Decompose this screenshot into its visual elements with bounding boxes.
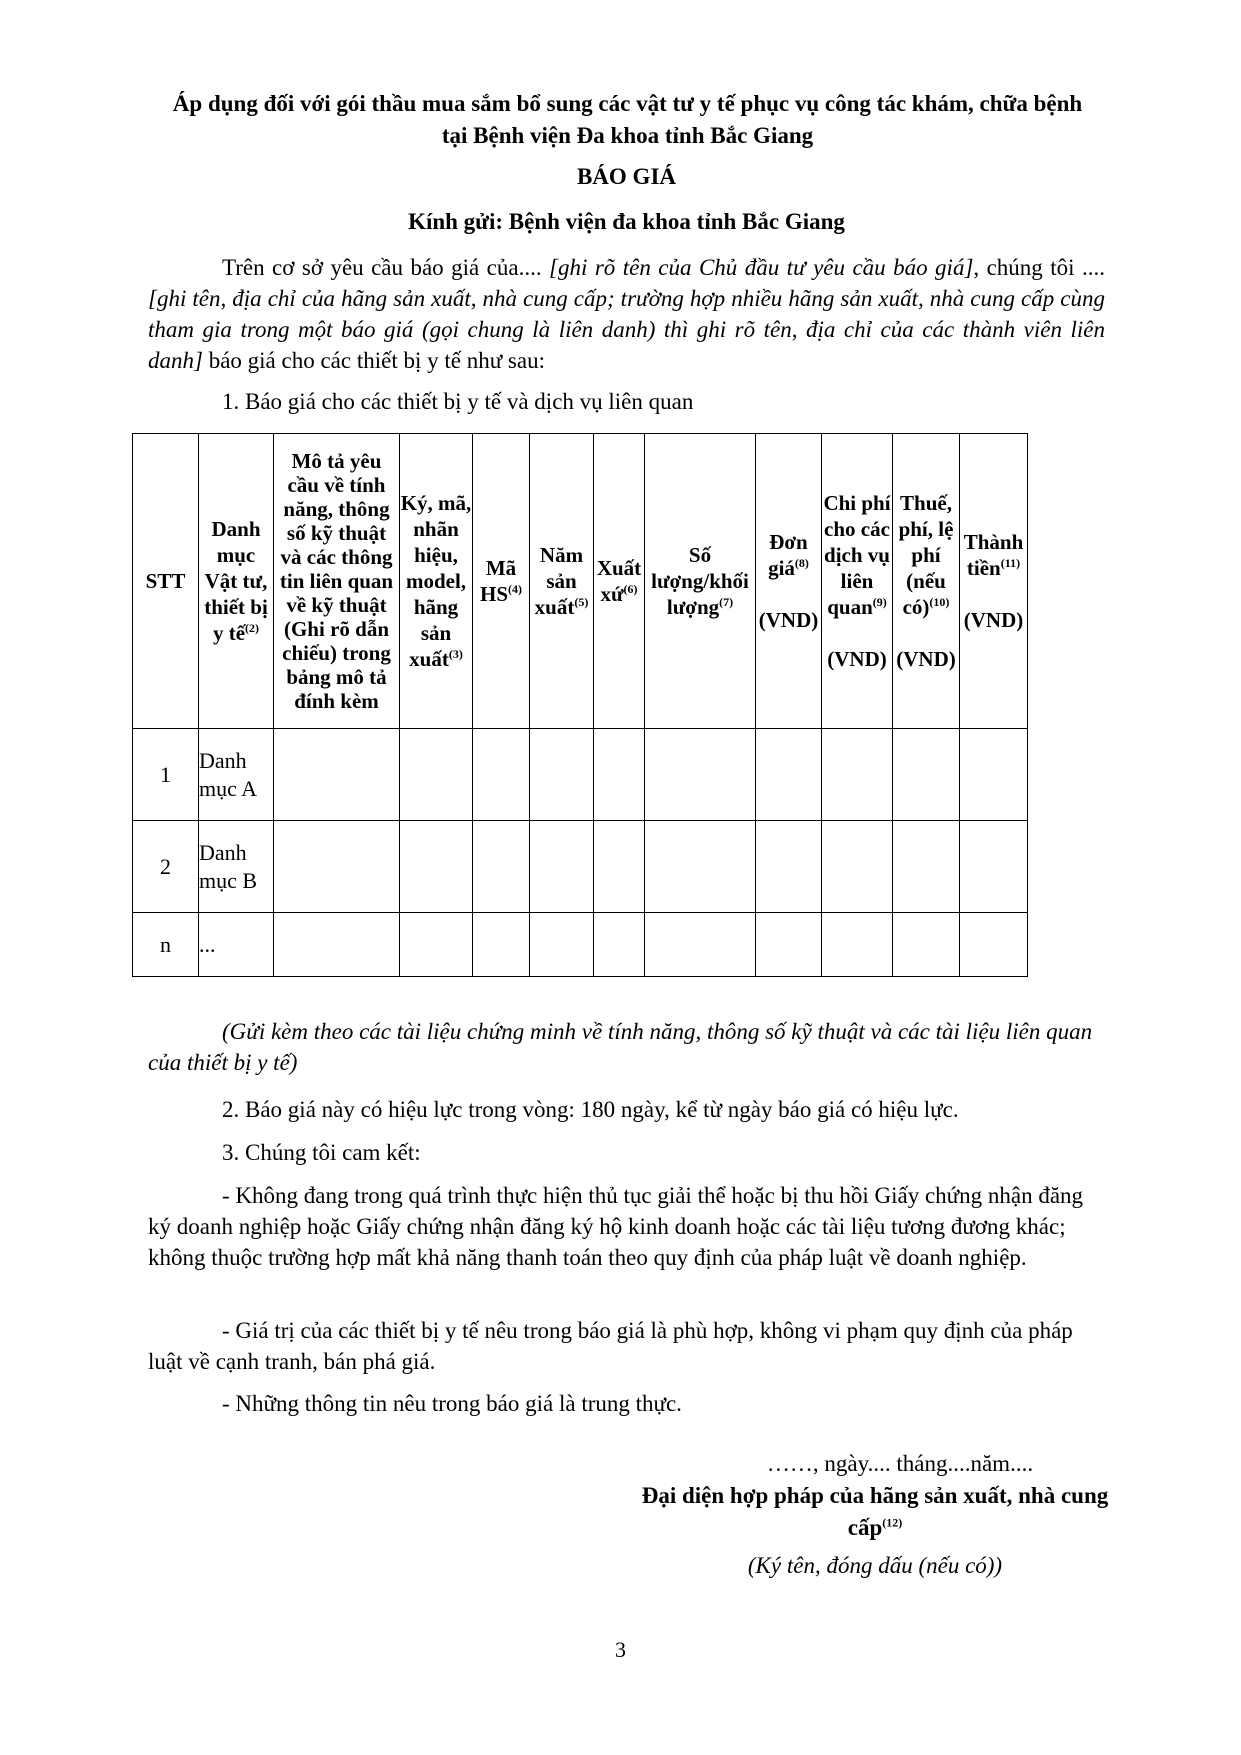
page-number: 3 (615, 1637, 626, 1662)
row-stt: 2 (133, 821, 199, 913)
attachment-note: (Gửi kèm theo các tài liệu chứng minh về tính năng, thông số kỹ thuật và các tài liệu liên quan của thiết bị y tế) (148, 1019, 1093, 1075)
table-header-row (133, 434, 1028, 729)
empty-cell (274, 913, 400, 977)
empty-cell (473, 729, 530, 821)
row-stt: n (133, 913, 199, 977)
header-mo-ta: Mô tả yêu cầu về tính năng, thông số kỹ thuật và các thông tin liên quan về kỹ thuật (Ghi rõ dẫn chiếu) trong bảng mô tả đính kèm (274, 434, 400, 729)
empty-cell (960, 913, 1028, 977)
empty-cell (822, 821, 893, 913)
header-chi-phi: Chi phí cho các dịch vụ liên quan$^{(9)}$ (VND) (822, 434, 893, 729)
empty-cell (473, 821, 530, 913)
empty-cell (960, 821, 1028, 913)
empty-cell (822, 913, 893, 977)
signature-title: Đại diện hợp pháp của hãng sản xuất, nhà cung cấp$^{(12)}$ (641, 1483, 1109, 1540)
header-don-gia: Đơn giá$^{(8)}$ (VND) (756, 434, 822, 729)
empty-cell (400, 729, 473, 821)
commitment-item-2: - Giá trị của các thiết bị y tế nêu trong báo giá là phù hợp, không vi phạm quy định của pháp luật về cạnh tranh, bán phá giá. (148, 1318, 1073, 1374)
empty-cell (530, 913, 594, 977)
document-intro-title: Áp dụng đối với gói thầu mua sắm bổ sung các vật tư y tế phục vụ công tác khám, chữa bệnh tại Bệnh viện Đa khoa tỉnh Bắc Giang (172, 91, 1083, 148)
signature-date-line: ……, ngày.... tháng....năm.... (766, 1451, 1034, 1476)
empty-cell (960, 729, 1028, 821)
header-thue: Thuế, phí, lệ phí (nếu có)$^{(10)}$ (VND) (893, 434, 960, 729)
commitment-item-1: - Không đang trong quá trình thực hiện thủ tục giải thể hoặc bị thu hồi Giấy chứng nhận đăng ký doanh nghiệp hoặc Giấy chứng nhận đăng ký hộ kinh doanh hoặc các tài liệu tương đương khác; không thuộc trường hợp mất khả năng thanh toán theo quy định của pháp luật về doanh nghiệp. (148, 1183, 1084, 1270)
table-row (133, 913, 1028, 977)
intro-placeholder-investor: [ghi rõ tên của Chủ đầu tư yêu cầu báo giá] (549, 255, 974, 280)
row-stt: 1 (133, 729, 199, 821)
empty-cell (756, 821, 822, 913)
header-nam-san-xuat: Năm sản xuất$^{(5)}$ (530, 434, 594, 729)
empty-cell (473, 913, 530, 977)
empty-cell (893, 821, 960, 913)
intro-paragraph (148, 252, 1105, 376)
table-row (133, 821, 1028, 913)
empty-cell (893, 913, 960, 977)
validity-statement: 2. Báo giá này có hiệu lực trong vòng: 180 ngày, kể từ ngày báo giá có hiệu lực. (222, 1097, 959, 1122)
empty-cell (756, 913, 822, 977)
empty-cell (594, 729, 645, 821)
commitment-item-3: - Những thông tin nêu trong báo giá là trung thực. (222, 1391, 682, 1416)
empty-cell (594, 821, 645, 913)
table-row (133, 729, 1028, 821)
header-ky-ma: Ký, mã, nhãn hiệu, model, hãng sản xuất$^{(3)}$ (400, 434, 473, 729)
intro-text-3: báo giá cho các thiết bị y tế như sau: (202, 348, 545, 373)
empty-cell (274, 729, 400, 821)
row-item-name: ... (199, 913, 274, 977)
empty-cell (400, 821, 473, 913)
empty-cell (756, 729, 822, 821)
empty-cell (594, 913, 645, 977)
header-ma-hs: Mã HS$^{(4)}$ (473, 434, 530, 729)
empty-cell (645, 821, 756, 913)
header-so-luong: Số lượng/khối lượng$^{(7)}$ (645, 434, 756, 729)
header-xuat-xu: Xuất xứ$^{(6)}$ (594, 434, 645, 729)
commitment-heading: 3. Chúng tôi cam kết: (222, 1140, 421, 1165)
empty-cell (530, 729, 594, 821)
signature-note: (Ký tên, đóng dấu (nếu có)) (747, 1553, 1003, 1578)
quote-table (132, 433, 1028, 977)
empty-cell (645, 913, 756, 977)
empty-cell (274, 821, 400, 913)
empty-cell (645, 729, 756, 821)
empty-cell (822, 729, 893, 821)
empty-cell (530, 821, 594, 913)
header-stt: STT (133, 434, 199, 729)
quote-title: BÁO GIÁ (576, 164, 677, 189)
row-item-name: Danh mục A (199, 729, 274, 821)
empty-cell (400, 913, 473, 977)
intro-placeholder-supplier: [ghi tên, địa chỉ của hãng sản xuất, nhà cung cấp; trường hợp nhiều hãng sản xuất, nhà cung cấp cùng tham gia trong một báo giá (gọi chung là liên danh) thì ghi rõ tên, địa chỉ của các thành viên liên danh] (148, 286, 1105, 373)
section-1-heading: 1. Báo giá cho các thiết bị y tế và dịch vụ liên quan (222, 389, 694, 414)
header-thanh-tien: Thành tiền$^{(11)}$ (VND) (960, 434, 1028, 729)
intro-text-2: , chúng tôi .... (973, 255, 1105, 280)
empty-cell (893, 729, 960, 821)
intro-text-1: Trên cơ sở yêu cầu báo giá của.... (222, 255, 550, 280)
row-item-name: Danh mục B (199, 821, 274, 913)
header-danh-muc: Danh mục Vật tư, thiết bị y tế$^{(2)}$ (199, 434, 274, 729)
recipient-line: Kính gửi: Bệnh viện đa khoa tỉnh Bắc Giang (408, 209, 845, 234)
